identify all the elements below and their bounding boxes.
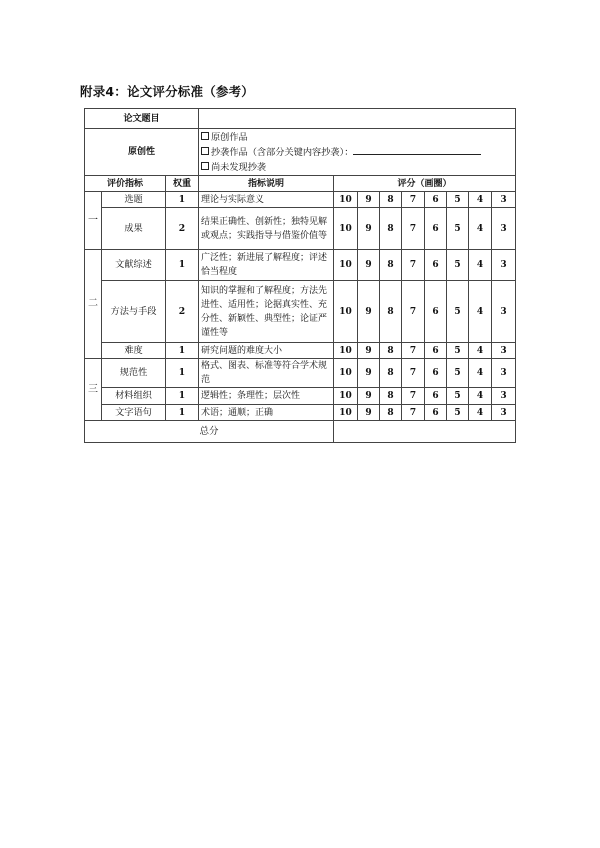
group-label: 一 bbox=[85, 192, 102, 250]
evaluation-table bbox=[84, 108, 516, 443]
total-label: 总分 bbox=[85, 421, 334, 443]
description-cell: 格式、图表、标准等符合学术规范 bbox=[199, 359, 334, 388]
score-option[interactable]: 7 bbox=[402, 343, 425, 359]
option-original-label: 原创作品 bbox=[211, 131, 248, 143]
score-option[interactable]: 8 bbox=[380, 359, 402, 388]
score-option[interactable]: 7 bbox=[402, 388, 425, 405]
option-plagiarized[interactable] bbox=[201, 145, 513, 160]
score-option[interactable]: 6 bbox=[425, 281, 447, 343]
score-option[interactable]: 9 bbox=[358, 250, 380, 281]
originality-row bbox=[85, 129, 516, 176]
score-option[interactable]: 7 bbox=[402, 359, 425, 388]
score-option[interactable]: 8 bbox=[380, 405, 402, 421]
description-cell: 研究问题的难度大小 bbox=[199, 343, 334, 359]
score-option[interactable]: 6 bbox=[425, 250, 447, 281]
title-row bbox=[85, 109, 516, 129]
originality-options bbox=[199, 129, 516, 176]
description-cell: 理论与实际意义 bbox=[199, 192, 334, 208]
score-option[interactable]: 10 bbox=[334, 359, 358, 388]
score-option[interactable]: 8 bbox=[380, 343, 402, 359]
score-option[interactable]: 6 bbox=[425, 343, 447, 359]
score-option[interactable]: 10 bbox=[334, 281, 358, 343]
score-option[interactable]: 9 bbox=[358, 359, 380, 388]
criteria-row bbox=[85, 250, 516, 281]
criteria-row bbox=[85, 281, 516, 343]
score-option[interactable]: 5 bbox=[447, 250, 469, 281]
score-option[interactable]: 10 bbox=[334, 250, 358, 281]
option-original[interactable] bbox=[201, 130, 513, 145]
originality-label: 原创性 bbox=[85, 129, 199, 176]
score-option[interactable]: 5 bbox=[447, 359, 469, 388]
score-option[interactable]: 3 bbox=[492, 281, 516, 343]
criteria-row bbox=[85, 343, 516, 359]
score-option[interactable]: 9 bbox=[358, 208, 380, 250]
score-option[interactable]: 3 bbox=[492, 405, 516, 421]
criteria-row bbox=[85, 359, 516, 388]
score-option[interactable]: 4 bbox=[469, 250, 492, 281]
weight-cell: 1 bbox=[166, 388, 199, 405]
score-option[interactable]: 9 bbox=[358, 388, 380, 405]
group-label: 三 bbox=[85, 359, 102, 421]
score-option[interactable]: 7 bbox=[402, 250, 425, 281]
score-option[interactable]: 3 bbox=[492, 208, 516, 250]
score-option[interactable]: 10 bbox=[334, 343, 358, 359]
header-indicator: 评价指标 bbox=[85, 176, 166, 192]
score-option[interactable]: 5 bbox=[447, 281, 469, 343]
score-option[interactable]: 5 bbox=[447, 343, 469, 359]
score-option[interactable]: 3 bbox=[492, 343, 516, 359]
title-label: 论文题目 bbox=[85, 109, 199, 129]
score-option[interactable]: 8 bbox=[380, 208, 402, 250]
score-option[interactable]: 6 bbox=[425, 192, 447, 208]
score-option[interactable]: 9 bbox=[358, 405, 380, 421]
criteria-row bbox=[85, 388, 516, 405]
description-cell: 广泛性；新进展了解程度；评述恰当程度 bbox=[199, 250, 334, 281]
score-option[interactable]: 4 bbox=[469, 388, 492, 405]
weight-cell: 1 bbox=[166, 405, 199, 421]
indicator-cell: 成果 bbox=[102, 208, 166, 250]
score-option[interactable]: 7 bbox=[402, 192, 425, 208]
score-option[interactable]: 7 bbox=[402, 208, 425, 250]
indicator-cell: 文字语句 bbox=[102, 405, 166, 421]
weight-cell: 2 bbox=[166, 281, 199, 343]
score-option[interactable]: 6 bbox=[425, 359, 447, 388]
score-option[interactable]: 5 bbox=[447, 405, 469, 421]
indicator-cell: 选题 bbox=[102, 192, 166, 208]
score-option[interactable]: 3 bbox=[492, 359, 516, 388]
header-row bbox=[85, 176, 516, 192]
score-option[interactable]: 9 bbox=[358, 192, 380, 208]
description-cell: 逻辑性；条理性；层次性 bbox=[199, 388, 334, 405]
header-scoring: 评分（画圈） bbox=[334, 176, 516, 192]
score-option[interactable]: 5 bbox=[447, 192, 469, 208]
score-option[interactable]: 3 bbox=[492, 192, 516, 208]
score-option[interactable]: 8 bbox=[380, 192, 402, 208]
header-weight: 权重 bbox=[166, 176, 199, 192]
score-option[interactable]: 4 bbox=[469, 281, 492, 343]
score-option[interactable]: 5 bbox=[447, 208, 469, 250]
score-option[interactable]: 3 bbox=[492, 388, 516, 405]
description-cell: 结果正确性、创新性；独特见解或观点；实践指导与借鉴价值等 bbox=[199, 208, 334, 250]
plagiarism-detail-field[interactable] bbox=[353, 145, 481, 155]
checkbox-icon[interactable] bbox=[201, 162, 209, 170]
weight-cell: 1 bbox=[166, 192, 199, 208]
score-option[interactable]: 3 bbox=[492, 250, 516, 281]
score-option[interactable]: 8 bbox=[380, 250, 402, 281]
score-option[interactable]: 5 bbox=[447, 388, 469, 405]
description-cell: 术语；通顺；正确 bbox=[199, 405, 334, 421]
score-option[interactable]: 6 bbox=[425, 388, 447, 405]
indicator-cell: 规范性 bbox=[102, 359, 166, 388]
weight-cell: 1 bbox=[166, 359, 199, 388]
score-option[interactable]: 9 bbox=[358, 281, 380, 343]
score-option[interactable]: 10 bbox=[334, 405, 358, 421]
score-option[interactable]: 7 bbox=[402, 405, 425, 421]
score-option[interactable]: 8 bbox=[380, 281, 402, 343]
score-option[interactable]: 4 bbox=[469, 359, 492, 388]
score-option[interactable]: 6 bbox=[425, 208, 447, 250]
option-not-found[interactable] bbox=[201, 160, 513, 175]
checkbox-icon[interactable] bbox=[201, 132, 209, 140]
indicator-cell: 方法与手段 bbox=[102, 281, 166, 343]
weight-cell: 1 bbox=[166, 343, 199, 359]
score-option[interactable]: 10 bbox=[334, 192, 358, 208]
score-option[interactable]: 4 bbox=[469, 343, 492, 359]
criteria-row bbox=[85, 208, 516, 250]
page-heading: 附录4：论文评分标准（参考） bbox=[80, 84, 254, 99]
score-option[interactable]: 10 bbox=[334, 388, 358, 405]
criteria-row bbox=[85, 405, 516, 421]
weight-cell: 2 bbox=[166, 208, 199, 250]
option-plagiarized-label: 抄袭作品（含部分关键内容抄袭）： bbox=[211, 146, 354, 158]
checkbox-icon[interactable] bbox=[201, 147, 209, 155]
description-cell: 知识的掌握和了解程度；方法先进性、适用性；论据真实性、充分性、新颖性、典型性；论证严谨性等 bbox=[199, 281, 334, 343]
header-description: 指标说明 bbox=[199, 176, 334, 192]
title-value-cell[interactable] bbox=[199, 109, 516, 129]
score-option[interactable]: 6 bbox=[425, 405, 447, 421]
total-row bbox=[85, 421, 516, 443]
indicator-cell: 材料组织 bbox=[102, 388, 166, 405]
group-label: 二 bbox=[85, 250, 102, 359]
score-option[interactable]: 4 bbox=[469, 405, 492, 421]
score-option[interactable]: 8 bbox=[380, 388, 402, 405]
criteria-row bbox=[85, 192, 516, 208]
weight-cell: 1 bbox=[166, 250, 199, 281]
score-option[interactable]: 4 bbox=[469, 192, 492, 208]
total-value-cell[interactable] bbox=[334, 421, 516, 443]
score-option[interactable]: 9 bbox=[358, 343, 380, 359]
indicator-cell: 文献综述 bbox=[102, 250, 166, 281]
score-option[interactable]: 4 bbox=[469, 208, 492, 250]
indicator-cell: 难度 bbox=[102, 343, 166, 359]
option-not-found-label: 尚未发现抄袭 bbox=[211, 161, 267, 173]
score-option[interactable]: 7 bbox=[402, 281, 425, 343]
score-option[interactable]: 10 bbox=[334, 208, 358, 250]
